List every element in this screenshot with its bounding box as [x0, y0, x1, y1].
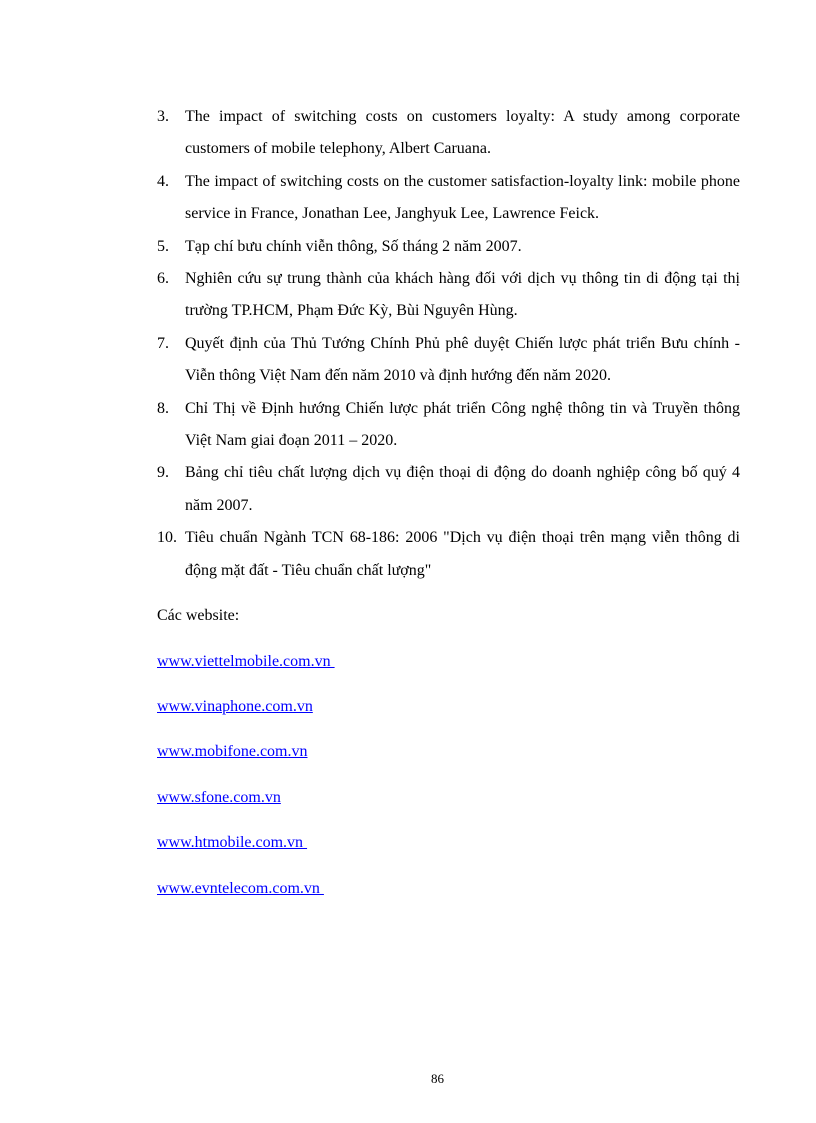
- website-link-row: [157, 782, 740, 814]
- website-link-row: [157, 873, 740, 905]
- reference-item: [157, 231, 740, 263]
- website-link-viettelmobile[interactable]: www.viettelmobile.com.vn: [157, 652, 335, 670]
- website-link-mobifone[interactable]: www.mobifone.com.vn: [157, 743, 308, 761]
- website-link-row: [157, 646, 740, 678]
- website-link-sfone[interactable]: www.sfone.com.vn: [157, 788, 281, 806]
- reference-number: 7.: [157, 334, 169, 352]
- website-link-row: [157, 736, 740, 768]
- reference-item: [157, 457, 740, 522]
- reference-item: [157, 522, 740, 587]
- reference-item: [157, 328, 740, 393]
- reference-number: 3.: [157, 108, 169, 125]
- reference-text: The impact of switching costs on customers loyalty: A study among corporate customers of mobile telephony, Albert Caruana.: [185, 108, 740, 158]
- reference-item: [157, 263, 740, 328]
- website-link-row: [157, 827, 740, 859]
- website-link-htmobile[interactable]: www.htmobile.com.vn: [157, 834, 308, 852]
- reference-number: 6.: [157, 270, 169, 288]
- page-number: 86: [431, 1071, 444, 1086]
- reference-text: Nghiên cứu sự trung thành của khách hàng đối với dịch vụ thông tin di động tại thị trường TP.HCM, Phạm Đức Kỳ, Bùi Nguyên Hùng.: [185, 270, 740, 320]
- reference-number: 8.: [157, 399, 169, 417]
- reference-text: The impact of switching costs on the customer satisfaction-loyalty link: mobile phone service in France, Jonathan Lee, Janghyuk Lee, Lawrence Feick.: [185, 172, 740, 223]
- reference-text: Tạp chí bưu chính viễn thông, Số tháng 2 năm 2007.: [185, 237, 522, 255]
- websites-heading: Các website:: [157, 607, 240, 625]
- reference-item: [157, 393, 740, 458]
- reference-text: Quyết định của Thủ Tướng Chính Phủ phê duyệt Chiến lược phát triển Bưu chính - Viễn thông Việt Nam đến năm 2010 và định hướng đến năm 2020.: [185, 334, 740, 385]
- reference-number: 10.: [157, 529, 177, 547]
- reference-number: 4.: [157, 172, 169, 190]
- reference-text: Chỉ Thị về Định hướng Chiến lược phát triển Công nghệ thông tin và Truyền thông Việt Nam giai đoạn 2011 – 2020.: [185, 399, 740, 450]
- reference-text: Bảng chỉ tiêu chất lượng dịch vụ điện thoại di động do doanh nghiệp công bố quý 4 năm 2007.: [185, 464, 740, 514]
- reference-text: Tiêu chuẩn Ngành TCN 68-186: 2006 "Dịch vụ điện thoại trên mạng viễn thông di động mặt đất - Tiêu chuẩn chất lượng": [185, 529, 740, 579]
- references-list: [157, 101, 740, 587]
- reference-item: [157, 166, 740, 231]
- document-content: [157, 101, 740, 905]
- website-link-row: [157, 691, 740, 723]
- website-link-evntelecom[interactable]: www.evntelecom.com.vn: [157, 879, 324, 897]
- website-link-vinaphone[interactable]: www.vinaphone.com.vn: [157, 697, 313, 715]
- reference-number: 5.: [157, 237, 169, 255]
- reference-number: 9.: [157, 464, 169, 482]
- reference-item: [157, 101, 740, 166]
